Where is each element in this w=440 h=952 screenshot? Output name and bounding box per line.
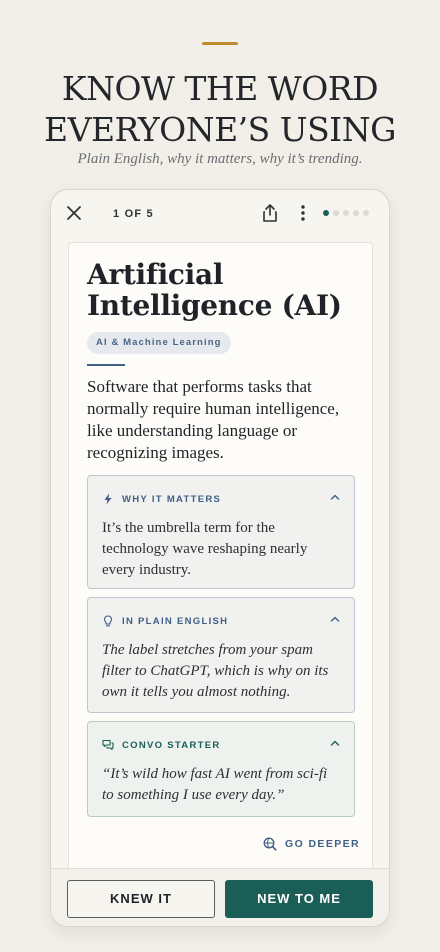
new-to-me-button[interactable]: NEW TO ME — [225, 880, 373, 918]
chevron-up-icon[interactable] — [330, 493, 340, 501]
category-badge: AI & Machine Learning — [87, 332, 231, 354]
section-header — [102, 614, 228, 628]
headline-line-1: KNOW THE WORD — [61, 69, 379, 108]
section-convo-starter[interactable] — [87, 721, 355, 817]
knew-it-button[interactable]: KNEW IT — [67, 880, 215, 918]
section-body: The label stretches from your spam filter to ChatGPT, which is why on its own it tells you almost nothing. — [102, 642, 329, 700]
section-body: It’s the umbrella term for the technology wave reshaping nearly every industry. — [102, 520, 308, 578]
progress-dot-4 — [353, 210, 359, 216]
action-footer — [51, 868, 390, 927]
chat-bubbles-icon — [102, 739, 114, 751]
close-button[interactable] — [65, 204, 83, 222]
more-options-button[interactable] — [295, 204, 311, 222]
section-title: CONVO STARTER — [122, 739, 221, 751]
globe-search-icon — [263, 837, 277, 851]
chevron-up-icon[interactable] — [330, 739, 340, 747]
divider-rule — [87, 364, 125, 366]
go-deeper-label: GO DEEPER — [285, 838, 361, 850]
go-deeper-link[interactable] — [263, 837, 360, 851]
section-header — [102, 738, 221, 752]
accent-bar — [202, 42, 238, 45]
section-header — [102, 492, 221, 506]
phone-frame — [50, 189, 390, 927]
progress-dot-2 — [333, 210, 339, 216]
term-title-line-2: Intelligence (AI) — [87, 289, 342, 322]
progress-dot-5 — [363, 210, 369, 216]
lightbulb-icon — [102, 615, 114, 627]
progress-dots — [323, 210, 369, 216]
section-in-plain-english[interactable] — [87, 597, 355, 713]
more-vertical-icon — [295, 204, 311, 222]
card-counter: 1 OF 5 — [113, 208, 154, 220]
page-subheadline: Plain English, why it matters, why it’s trending. — [77, 151, 363, 167]
section-title: IN PLAIN ENGLISH — [122, 615, 229, 627]
progress-dot-1 — [323, 210, 329, 216]
section-title: WHY IT MATTERS — [122, 493, 222, 505]
chevron-up-icon[interactable] — [330, 615, 340, 623]
section-body: “It’s wild how fast AI went from sci-fi to something I use every day.” — [102, 766, 328, 803]
page-headline — [0, 68, 440, 150]
card-topbar — [51, 190, 390, 238]
close-icon — [65, 204, 83, 222]
share-button[interactable] — [261, 203, 279, 223]
term-title — [87, 259, 357, 321]
section-why-it-matters[interactable] — [87, 475, 355, 589]
headline-line-2: EVERYONE’S USING — [44, 110, 396, 149]
word-card — [68, 242, 373, 882]
progress-dot-3 — [343, 210, 349, 216]
term-definition: Software that performs tasks that normally require human intelligence, like understanding language or recognizing images. — [87, 377, 340, 462]
lightning-icon — [102, 493, 114, 505]
term-title-line-1: Artificial — [87, 258, 224, 291]
share-icon — [261, 203, 279, 223]
